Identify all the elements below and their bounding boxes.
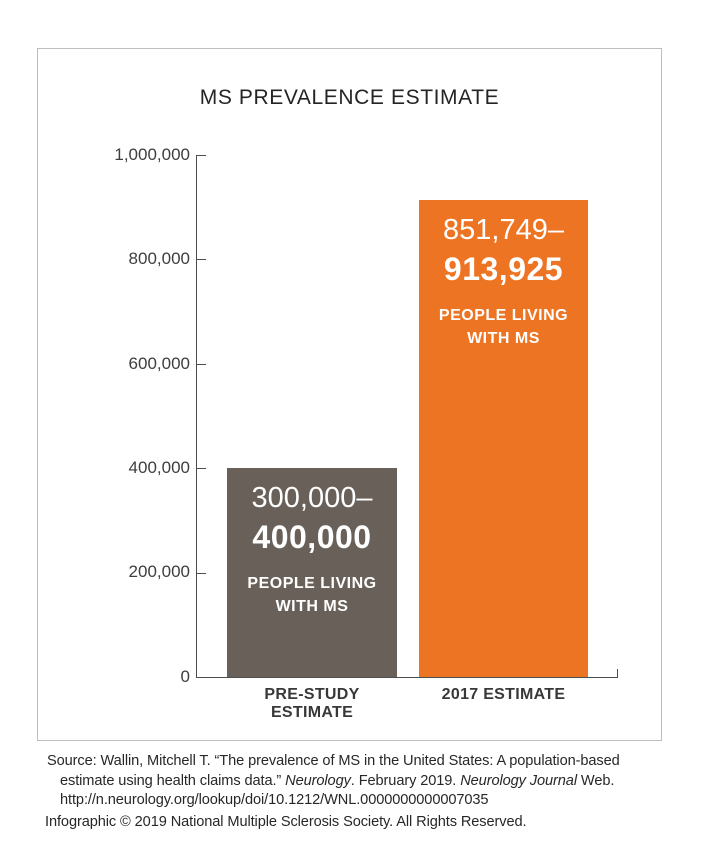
bar-caption-line2: WITH MS bbox=[275, 598, 349, 615]
y-axis-label-1000000: 1,000,000 bbox=[114, 145, 190, 164]
source-journal-web-name: Neurology Journal bbox=[460, 772, 577, 789]
y-axis-tick-mark bbox=[196, 155, 206, 156]
bar-range-low: 300,000– bbox=[251, 482, 373, 514]
bar-caption-line1: PEOPLE LIVING bbox=[438, 307, 569, 324]
source-line-2-text: estimate using health claims data.” bbox=[60, 772, 286, 789]
source-line-2-end: Web. bbox=[576, 772, 615, 789]
source-citation bbox=[47, 752, 677, 811]
y-axis-label-0: 0 bbox=[180, 667, 190, 686]
source-url: http://n.neurology.org/lookup/doi/10.1212/WNL.0000000000007035 bbox=[60, 792, 489, 808]
bar-range-high: 400,000 bbox=[252, 519, 372, 555]
y-axis-tick-mark bbox=[196, 468, 206, 469]
bar-caption bbox=[419, 304, 588, 350]
x-axis-line bbox=[196, 677, 618, 678]
x-axis-end-tick bbox=[617, 669, 618, 678]
bar-range-low: 851,749– bbox=[443, 214, 564, 246]
y-axis-label-200000: 200,000 bbox=[128, 562, 190, 581]
chart-title: MS PREVALENCE ESTIMATE bbox=[199, 86, 500, 109]
bar-caption-line1: PEOPLE LIVING bbox=[247, 575, 377, 592]
y-axis-label-800000: 800,000 bbox=[128, 249, 190, 268]
source-journal-name: Neurology bbox=[285, 772, 351, 789]
y-axis-tick-mark bbox=[196, 259, 206, 260]
bar-range-high: 913,925 bbox=[443, 251, 564, 287]
source-line-2-date: . February 2019. bbox=[350, 772, 461, 789]
source-line-1: Source: Wallin, Mitchell T. “The prevalence of MS in the United States: A population-based bbox=[47, 753, 620, 769]
x-axis-category-pre-study: PRE-STUDY ESTIMATE bbox=[264, 686, 360, 721]
source-line-2 bbox=[60, 772, 677, 792]
bar-pre-study-estimate bbox=[227, 468, 397, 677]
bar-caption bbox=[227, 572, 397, 618]
copyright-line: Infographic © 2019 National Multiple Sclerosis Society. All Rights Reserved. bbox=[45, 814, 527, 830]
chart-card bbox=[37, 48, 662, 741]
bar-caption-line2: WITH MS bbox=[467, 330, 540, 347]
y-axis-tick-mark bbox=[196, 364, 206, 365]
y-axis-label-400000: 400,000 bbox=[128, 458, 190, 477]
x-axis-category-2017: 2017 ESTIMATE bbox=[441, 686, 566, 703]
y-axis-tick-mark bbox=[196, 573, 206, 574]
y-axis-line bbox=[196, 155, 197, 677]
y-axis-label-600000: 600,000 bbox=[128, 354, 190, 373]
bar-2017-estimate bbox=[419, 200, 588, 677]
